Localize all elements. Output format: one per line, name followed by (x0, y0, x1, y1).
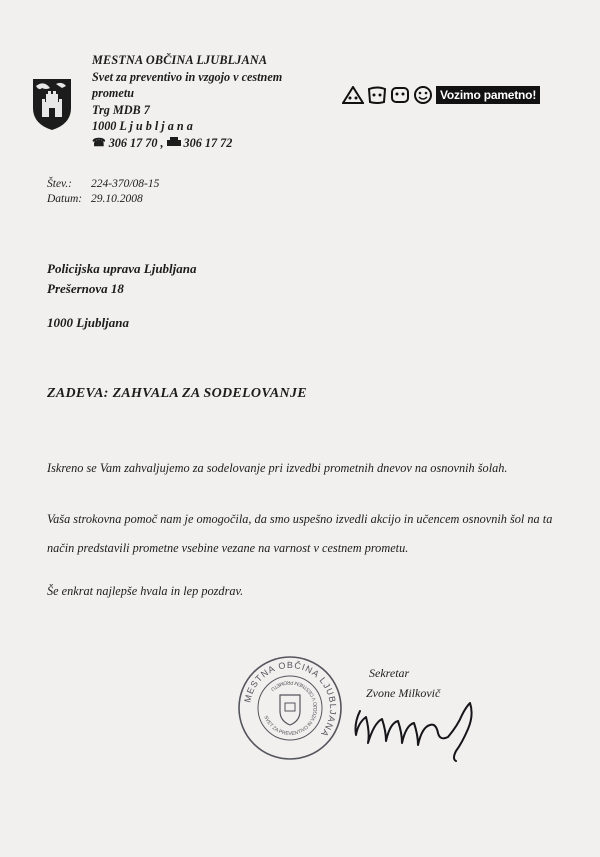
stamp-inner-text: SVET ZA PREVENTIVO IN VZGOJO V CESTNEM PROMETU (262, 678, 320, 738)
reference-block (47, 177, 159, 207)
reference-number-label: Štev.: (47, 178, 73, 190)
letter-date: 29.10.2008 (91, 193, 143, 205)
fax-icon (167, 135, 181, 152)
castle-dragon-crest-icon (30, 76, 74, 132)
body-paragraph-2: Vaša strokovna pomoč nam je omogočila, da smo uspešno izvedli akcijo in učencem osnovnih šol na ta način predstavili prometne vsebine vezane na varnost v cestnem prometu. (47, 512, 553, 555)
subject-text: ZAHVALA ZA SODELOVANJE (112, 386, 307, 401)
recipient-city: 1000 Ljubljana (47, 315, 129, 330)
department-line-1: Svet za preventivo in vzgojo v cestnem (92, 69, 283, 84)
institution-name: MESTNA OBČINA LJUBLJANA (92, 53, 268, 67)
stamp-crest-icon (280, 695, 300, 725)
reference-number: 224-370/08-15 (91, 178, 160, 190)
contact-line (92, 135, 282, 152)
sender-header (92, 52, 282, 151)
signatory-title: Sekretar (369, 666, 410, 680)
phone-icon: ☎ (92, 136, 106, 149)
recipient-name: Policijska uprava Ljubljana (47, 261, 197, 276)
fax-number: 306 17 72 (183, 135, 233, 150)
campaign-slogan: Vozimo pametno! (436, 86, 540, 104)
official-stamp (235, 653, 345, 763)
date-label: Datum: (47, 193, 83, 205)
subject-label: ZADEVA: (47, 386, 109, 401)
smiley-circle-icon (413, 86, 433, 104)
handwritten-signature (344, 693, 494, 763)
phone-number: 306 17 70 , (108, 135, 164, 150)
stamp-outer-text: MESTNA OBČINA LJUBLJANA (242, 659, 339, 740)
campaign-logo (342, 86, 540, 104)
recipient-address (47, 259, 197, 333)
recipient-street: Prešernova 18 (47, 281, 124, 296)
triangle-icon (342, 86, 364, 104)
postal-city: 1000 L j u b l j a n a (92, 119, 193, 133)
street-address: Trg MDB 7 (92, 102, 150, 117)
subject-line (47, 386, 307, 402)
square-icon (367, 86, 387, 104)
square-icon (390, 86, 410, 104)
body-paragraph-3: Še enkrat najlepše hvala in lep pozdrav. (47, 584, 244, 598)
department-line-2: prometu (92, 86, 134, 100)
letter-body (47, 461, 567, 599)
body-paragraph-1: Iskreno se Vam zahvaljujemo za sodelovanje pri izvedbi prometnih dnevov na osnovnih šolah. (47, 461, 508, 475)
signature-block (366, 663, 440, 703)
signatory-name: Zvone Milkovič (366, 686, 441, 700)
